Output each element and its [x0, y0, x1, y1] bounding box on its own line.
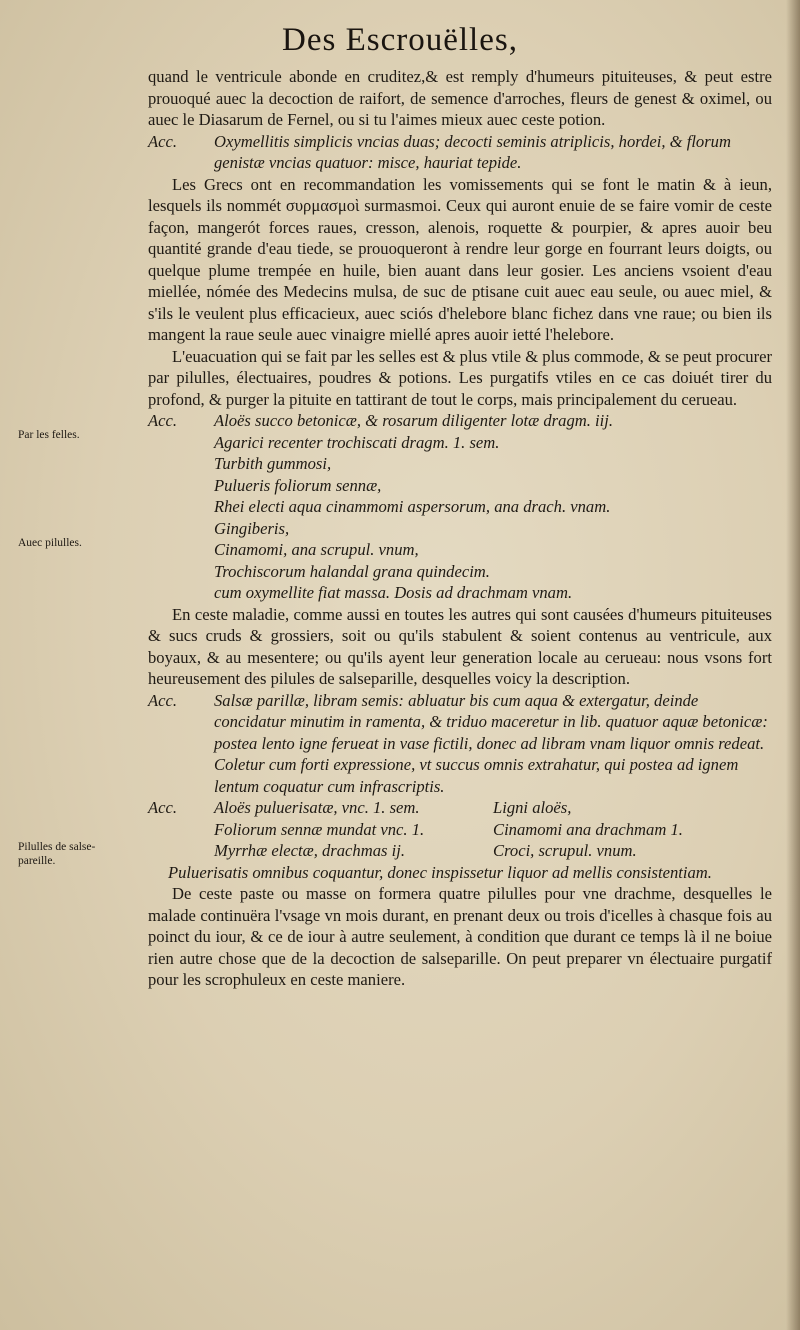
recipe-1-body: Oxymellitis simplicis vncias duas; decocti seminis atriplicis, hordei, & florum genistæ vncias quatuor: misce, hauriat tepide. [214, 131, 731, 172]
recipe-4-left: Foliorum sennæ mundat vnc. 1. [214, 819, 425, 839]
recipe-2-line: Trochiscorum halandal grana quindecim. [214, 561, 490, 581]
recipe-2-line: Rhei electi aqua cinammomi aspersorum, ana drach. vnam. [214, 497, 611, 516]
recipe-4-right: Croci, scrupul. vnum. [493, 841, 637, 860]
recipe-2-line: Gingiberis, [214, 518, 290, 538]
paragraph-2: Les Grecs ont en recommandation les vomissements qui se font le matin & à ieun, lesquels ils nommét συρμασμοὶ surmasmoi. Ceux qui auront enuie de se faire vomir de ceste façon, mangerót forces raues, cresson, alenois, roquette & pourpier, & apres auoir beu quantité grande d'eau tiede, se prouoqueront à rendre leur gorge en fourrant leurs doigts, ou quelque plume trempée en huile, bien auant dans leur gosier. Les anciens vsoient d'eau miellée, nómée des Medecins mulsa, de suc de ptisane cuit auec eau seule, ou auec miel, & s'ils le veulent plus efficacieux, auec sciós d'helebore blanc fichez dans vne raue; ou bien ils mangent la raue seule auec vinaigre miellé apres auoir ietté l'helebore. [148, 174, 772, 344]
paragraph-5: De ceste paste ou masse on formera quatre pilulles pour vne drachme, desquelles le malade continuëra l'vsage vn mois durant, en prenant deux ou trois d'icelles à chasque fois au poinct du iour, & ce de iour à autre seulement, à condition que durant ce temps là il ne boiue rien autre chose que de la decoction de salseparille. On peut preparer vn électuaire purgatif pour les scrophuleux en ceste maniere. [148, 884, 772, 989]
main-text-block [148, 66, 772, 991]
margin-note-salsepareille: Pilulles de salse-pareille. [18, 841, 96, 867]
recipe-2-line: Agarici recenter trochiscati dragm. 1. sem. [214, 432, 500, 452]
margin-note-selles: Par les felles. [18, 429, 80, 441]
recipe-4-tail: Puluerisatis omnibus coquantur, donec inspissetur liquor ad mellis consistentiam. [168, 862, 712, 882]
recipe-2-line: Cinamomi, ana scrupul. vnum, [214, 540, 419, 559]
margin-note-pilulles: Auec pilulles. [18, 537, 82, 549]
paragraph-1: quand le ventricule abonde en cruditez,& est remply d'humeurs pituiteuses, & peut estre prouoqué auec la decoction de raifort, de semence d'arroches, fleurs de genest & oximel, ou auec le Diasarum de Fernel, ou si tu l'aimes mieux auec ceste potion. [148, 67, 772, 129]
recipe-2-line: cum oxymellite fiat massa. Dosis ad drachmam vnam. [214, 583, 573, 602]
recipe-1-head: Acc. [148, 131, 178, 151]
recipe-3-body: Salsæ parillæ, libram semis: abluatur bis cum aqua & extergatur, deinde concidatur minutim in ramenta, & triduo maceretur in lib. quatuor aquæ betonicæ: postea lento igne ferueat in vase fictili, donec ad libram vnam liquor omnis redeat. Coletur cum forti expressione, vt succus omnis extrahatur, qui postea ad ignem lentum coquatur cum infrascriptis. [214, 690, 768, 796]
recipe-2-line: Turbith gummosi, [214, 454, 332, 473]
recipe-3-head: Acc. [148, 690, 178, 710]
recipe-1 [148, 131, 772, 174]
recipe-2-line: Aloës succo betonicæ, & rosarum diligenter lotæ dragm. iij. [214, 411, 613, 430]
paragraph-4: En ceste maladie, comme aussi en toutes les autres qui sont causées d'humeurs pituiteuses & sucs cruds & grossiers, soit ou qu'ils stabulent & soient contenus au ventricule, aux boyaux, & au mesentere; ou qu'ils ayent leur generation locale au cerueau: nous vsons fort heureusement des pilules de salseparille, desquelles voicy la description. [148, 604, 772, 688]
recipe-2-head: Acc. [148, 411, 178, 430]
recipe-4-left: Aloës puluerisatæ, vnc. 1. sem. [214, 798, 420, 817]
recipe-4-right: Ligni aloës, [493, 798, 572, 817]
recipe-2 [148, 410, 772, 604]
recipe-4 [148, 797, 772, 883]
recipe-4-head: Acc. [148, 798, 178, 817]
running-head: Des Escrouëlles, [282, 22, 518, 58]
recipe-3 [148, 690, 772, 798]
paragraph-3: L'euacuation qui se fait par les selles est & plus vtile & plus commode, & se peut procurer par pilulles, électuaires, poudres & potions. Les purgatifs vtiles en ce cas doiuét tirer du profond, & purger la pituite en tattirant de tout le corps, mais principalement du cerueau. [148, 346, 772, 409]
recipe-4-left: Myrrhæ electæ, drachmas ij. [214, 841, 405, 860]
recipe-4-right: Cinamomi ana drachmam 1. [493, 819, 683, 839]
recipe-2-line: Pulueris foliorum sennæ, [214, 475, 382, 495]
